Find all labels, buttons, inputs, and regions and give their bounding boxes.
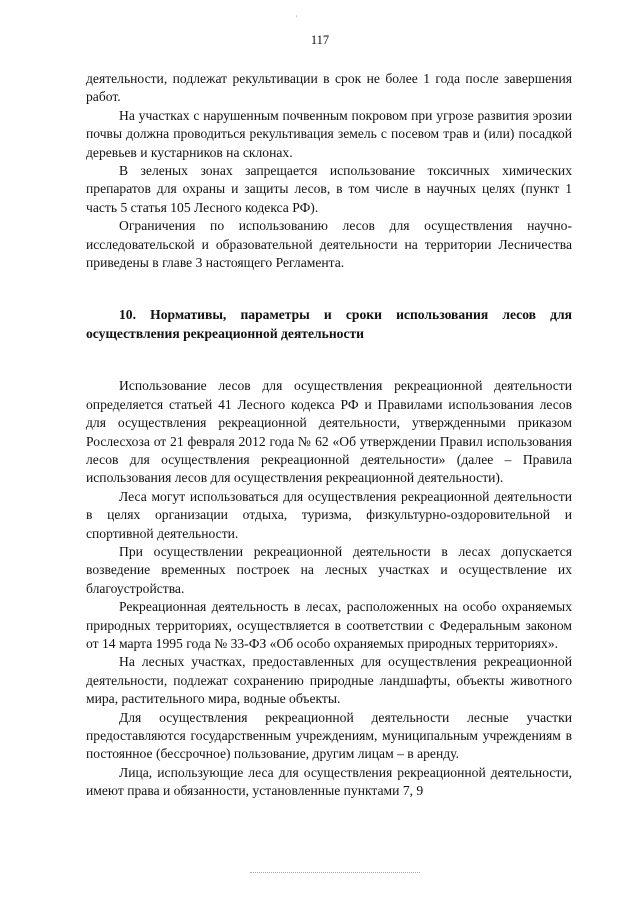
paragraph: В зеленых зонах запрещается использование токсичных химических препаратов для охраны и защиты лесов, в том числе в научных целях (пункт 1 часть 5 статья 105 Лесного кодекса РФ).: [86, 163, 572, 215]
scan-speck: ': [296, 14, 298, 23]
document-body: [86, 70, 572, 801]
paragraph: Ограничения по использованию лесов для осуществления научно-исследовательской и образовательной деятельности на территории Лесничества приведены в главе 3 настоящего Регламента.: [86, 218, 572, 271]
paragraph: Использование лесов для осуществления рекреационной деятельности определяется статьей 41 Лесного кодекса РФ и Правилами использования лесов для осуществления рекреационной деятельности, утвержденными приказом Рослесхоза от 21 февраля 2012 года № 62 «Об утверждении Правил использования лесов для осуществления рекреационной деятельности» (далее – Правила использования лесов для осуществления рекреационной деятельности).: [86, 378, 572, 486]
paragraph: На участках с нарушенным почвенным покровом при угрозе развития эрозии почвы должна проводиться рекультивация земель с посевом трав и (или) посадкой деревьев и кустарников на склонах.: [86, 107, 572, 160]
paragraph: Леса могут использоваться для осуществления рекреационной деятельности в целях организации отдыха, туризма, физкультурно-оздоровительной и спортивной деятельности.: [86, 488, 572, 541]
paragraph: На лесных участках, предоставленных для осуществления рекреационной деятельности, подлежат сохранению природные ландшафты, объекты животного мира, растительного мира, водные объекты.: [86, 654, 572, 707]
paragraph: Лица, использующие леса для осуществления рекреационной деятельности, имеют права и обязанности, установленные пунктами 7, 9: [86, 764, 572, 799]
paragraph: Для осуществления рекреационной деятельности лесные участки предоставляются государственным учреждениям, муниципальным учреждениям в постоянное (бессрочное) пользование, другим лицам – в аренду.: [86, 709, 572, 762]
paragraph: При осуществлении рекреационной деятельности в лесах допускается возведение временных построек на лесных участках и осуществление их благоустройства.: [86, 543, 572, 596]
scan-artifact-line: [250, 872, 420, 874]
paragraph: деятельности, подлежат рекультивации в срок не более 1 года после завершения работ.: [86, 71, 572, 105]
page-number: 117: [310, 33, 330, 47]
paragraph: Рекреационная деятельность в лесах, расположенных на особо охраняемых природных территориях, осуществляется в соответствии с Федеральным законом от 14 марта 1995 года № 33-ФЗ «Об особо охраняемых природных территориях».: [86, 599, 572, 651]
section-heading: 10. Нормативы, параметры и сроки использования лесов для осуществления рекреационной деятельности: [86, 307, 572, 341]
